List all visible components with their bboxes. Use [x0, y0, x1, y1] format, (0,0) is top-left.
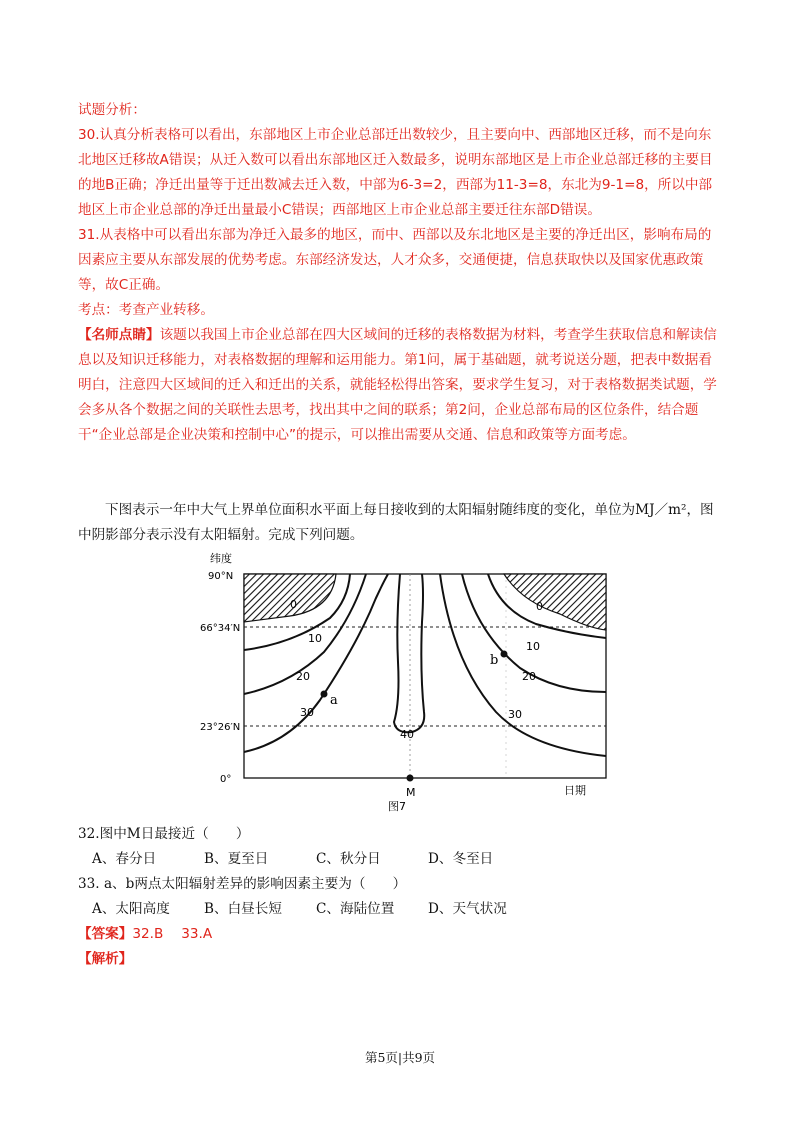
- intro-text: 下图表示一年中大气上界单位面积水平面上每日接收到的太阳辐射随纬度的变化，单位为MJ／m²，图中阴影部分表示没有太阳辐射。完成下列问题。: [78, 502, 714, 543]
- contour-label-left-20: 20: [296, 670, 310, 683]
- q33-option-a: A、太阳高度: [92, 901, 170, 917]
- point-b-marker: [501, 651, 508, 658]
- q33-option-d: D、天气状况: [428, 901, 507, 917]
- contour-label-left-0: 0: [290, 598, 297, 611]
- point-a-label: a: [330, 693, 338, 708]
- solar-radiation-figure: [200, 552, 620, 816]
- contour-label-left-10: 10: [308, 632, 322, 645]
- figure-caption: 图7: [388, 800, 406, 813]
- page-footer: 第5页|共9页: [364, 1050, 436, 1065]
- analysis-q31: 31.从表格中可以看出东部为净迁入最多的地区，而中、西部以及东北地区是主要的净迁出区，影响布局的因素应主要从东部发展的优势考虑。东部经济发达，人才众多，交通便捷，信息获取快以及国家优惠政策等，故C正确。: [78, 227, 712, 293]
- analysis-section: [78, 98, 718, 448]
- lat-label-0: 0°: [220, 774, 232, 785]
- contour-center-40: [394, 574, 424, 732]
- q33-option-c: C、海陆位置: [316, 901, 395, 917]
- jiexi-label: 【解析】: [78, 951, 133, 967]
- contour-label-left-30: 30: [300, 706, 314, 719]
- contour-label-right-10: 10: [526, 640, 540, 653]
- answer-label: 【答案】: [78, 926, 133, 942]
- q32-option-c: C、秋分日: [316, 851, 381, 867]
- y-axis-title: 纬度: [210, 552, 232, 565]
- solar-radiation-diagram: [200, 552, 620, 816]
- q32-option-a: A、春分日: [92, 851, 157, 867]
- question-32-options: [78, 847, 718, 872]
- questions-section: [78, 822, 718, 972]
- q32-option-d: D、冬至日: [428, 851, 494, 867]
- lat-label-66: 66°34′N: [200, 623, 241, 634]
- question-32: 32.图中M日最接近（ ）: [78, 826, 250, 842]
- mingshi-label: 【名师点睛】: [78, 327, 160, 343]
- analysis-heading: 试题分析：: [78, 102, 146, 118]
- mingshi-text: 该题以我国上市企业总部在四大区域间的迁移的表格数据为材料，考查学生获取信息和解读信息以及知识迁移能力，对表格数据的理解和运用能力。第1问，属于基础题，就考说送分题，把表中数据看明白，注意四大区域间的迁入和迁出的关系，就能轻松得出答案，要求学生复习，对于表格数据类试题，学会多从各个数据之间的关联性去思考，找出其中之间的联系；第2问，企业总部布局的区位条件，结合题干“企业总部是企业决策和控制中心”的提示，可以推出需要从交通、信息和政策等方面考虑。: [78, 327, 717, 443]
- point-b-label: b: [490, 653, 499, 668]
- question-33-options: [78, 897, 718, 922]
- lat-label-90: 90°N: [208, 571, 234, 582]
- m-label: M: [406, 786, 416, 799]
- kaodian: 考点：考查产业转移。: [78, 302, 214, 318]
- contour-label-right-0: 0: [536, 600, 543, 613]
- contour-label-40: 40: [400, 728, 414, 741]
- q33-option-b: B、白昼长短: [204, 901, 282, 917]
- contour-label-right-20: 20: [522, 670, 536, 683]
- answer-text: 32.B 33.A: [132, 926, 213, 942]
- question-intro: [78, 498, 718, 548]
- analysis-q30: 30.认真分析表格可以看出，东部地区上市企业总部迁出数较少，且主要向中、西部地区迁移，而不是向东北地区迁移故A错误；从迁入数可以看出东部地区迁入数最多，说明东部地区是上市企业总部迁移的主要目的地B正确；净迁出量等于迁出数减去迁入数，中部为6-3=2，西部为11-3=8，东北为9-1=8，所以中部地区上市企业总部的净迁出量最小C错误；西部地区上市企业总部主要迁往东部D错误。: [78, 127, 713, 218]
- x-axis-title: 日期: [564, 784, 586, 797]
- answer-line: [78, 922, 718, 947]
- contour-label-right-30: 30: [508, 708, 522, 721]
- q32-option-b: B、夏至日: [204, 851, 269, 867]
- lat-label-23: 23°26′N: [200, 722, 241, 733]
- m-point-marker: [407, 775, 414, 782]
- mingshi-paragraph: [78, 323, 718, 448]
- point-a-marker: [321, 691, 328, 698]
- polar-night-right: [504, 574, 606, 630]
- question-33: 33. a、b两点太阳辐射差异的影响因素主要为（ ）: [78, 876, 407, 892]
